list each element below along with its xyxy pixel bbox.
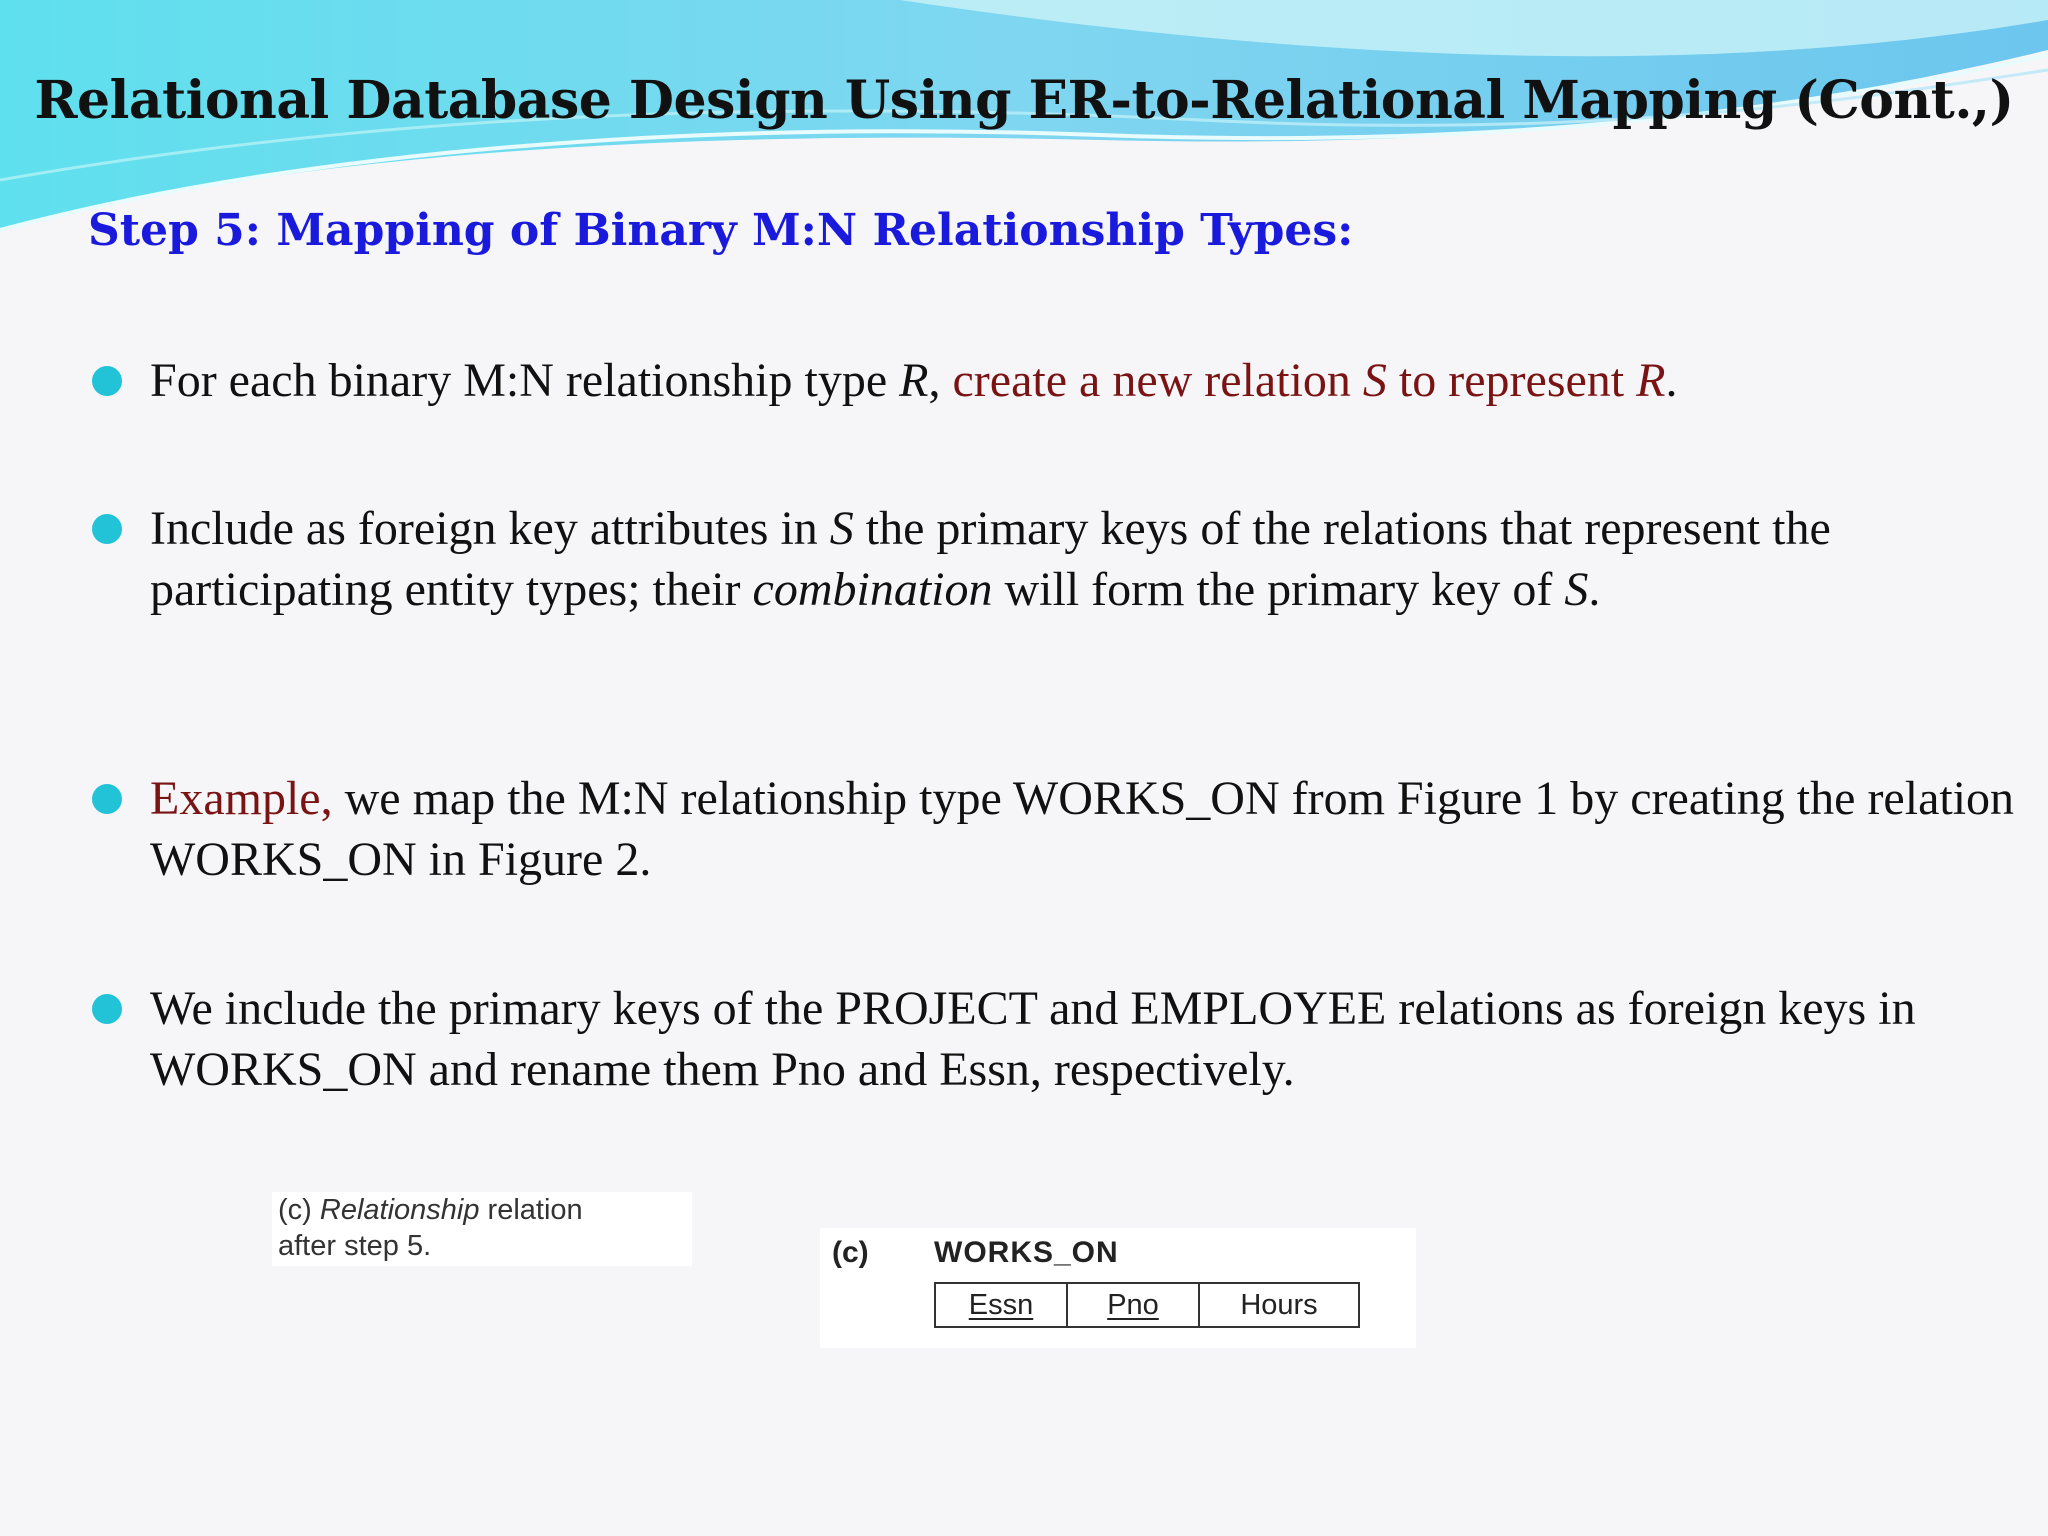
bullet-text: We include the primary keys of the PROJECT and EMPLOYEE relations as foreign keys in WORKS_ON and rename them Pno and Essn, respectively. (150, 982, 1916, 1096)
slide-title: Relational Database Design Using ER-to-Relational Mapping (Cont.,) (34, 70, 2014, 131)
relation-schema-table (934, 1282, 1360, 1328)
bullet-dot-icon (92, 514, 122, 544)
relation-attribute-hours: Hours (1240, 1289, 1318, 1321)
bullet-text: For each binary M:N relationship type R, create a new relation S to represent R. (150, 354, 1678, 407)
relation-figure (820, 1228, 1416, 1348)
bullet-text: Include as foreign key attributes in S the primary keys of the relations that represent the participating entity types; their combination will form the primary key of S. (150, 502, 1831, 616)
figure-caption: (c) Relationship relation after step 5. (272, 1192, 692, 1266)
bullet-text: Example, we map the M:N relationship type WORKS_ON from Figure 1 by creating the relation WORKS_ON in Figure 2. (150, 772, 2015, 886)
relation-attribute-pno: Pno (1068, 1284, 1200, 1326)
figure-label: (c) (832, 1236, 869, 1269)
slide-subtitle: Step 5: Mapping of Binary M:N Relationship Types: (88, 205, 1354, 256)
bullet-dot-icon (92, 784, 122, 814)
relation-name: WORKS_ON (934, 1236, 1119, 1269)
bullet-dot-icon (92, 994, 122, 1024)
bullet-dot-icon (92, 366, 122, 396)
relation-attribute-essn: Essn (936, 1284, 1068, 1326)
